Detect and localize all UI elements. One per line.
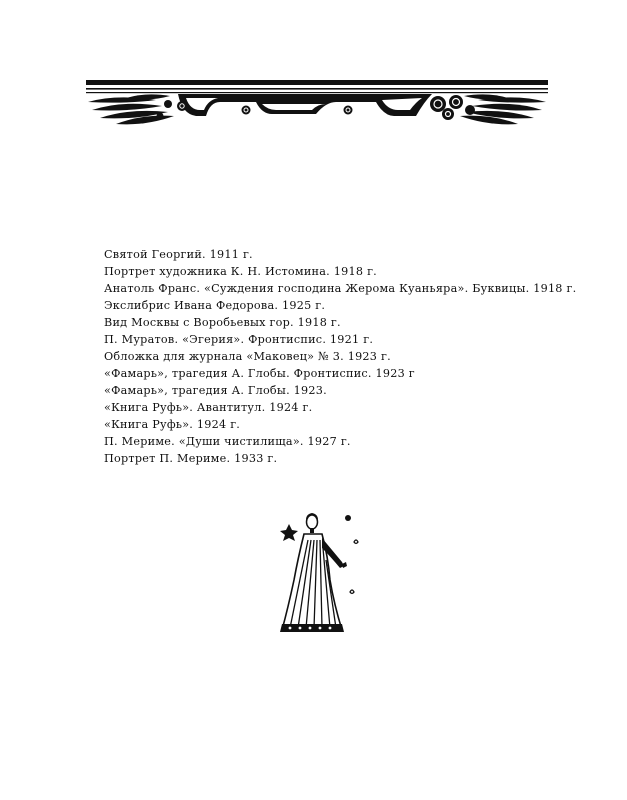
caption-line: П. Мериме. «Души чистилища». 1927 г.: [104, 435, 351, 448]
star-ornament: [354, 540, 358, 544]
woman-figure-tailpiece: [268, 508, 372, 638]
star-ornament: [350, 590, 354, 594]
caption-line: Анатоль Франс. «Суждения господина Жерома Куаньяра». Буквицы. 1918 г.: [104, 282, 577, 295]
star-ornament: [345, 515, 351, 521]
caption-line: П. Муратов. «Эгерия». Фронтиспис. 1921 г.: [104, 333, 374, 346]
caption-line: Портрет П. Мериме. 1933 г.: [104, 452, 278, 465]
caption-line: «Книга Руфь». 1924 г.: [104, 418, 241, 431]
caption-line: «Фамарь», трагедия А. Глобы. 1923.: [104, 384, 327, 397]
caption-line: «Книга Руфь». Авантитул. 1924 г.: [104, 401, 313, 414]
caption-line: Вид Москвы с Воробьевых гор. 1918 г.: [104, 316, 341, 329]
illustration-caption-list: [104, 246, 576, 467]
ornamental-headpiece: [86, 80, 548, 130]
caption-line: «Фамарь», трагедия А. Глобы. Фронтиспис. 1923 г: [104, 367, 415, 380]
caption-line: Святой Георгий. 1911 г.: [104, 248, 253, 261]
caption-line: Обложка для журнала «Маковец» № 3. 1923 г.: [104, 350, 391, 363]
caption-line: Экслибрис Ивана Федорова. 1925 г.: [104, 299, 326, 312]
star-ornament: [280, 524, 298, 541]
caption-line: Портрет художника К. Н. Истомина. 1918 г.: [104, 265, 377, 278]
